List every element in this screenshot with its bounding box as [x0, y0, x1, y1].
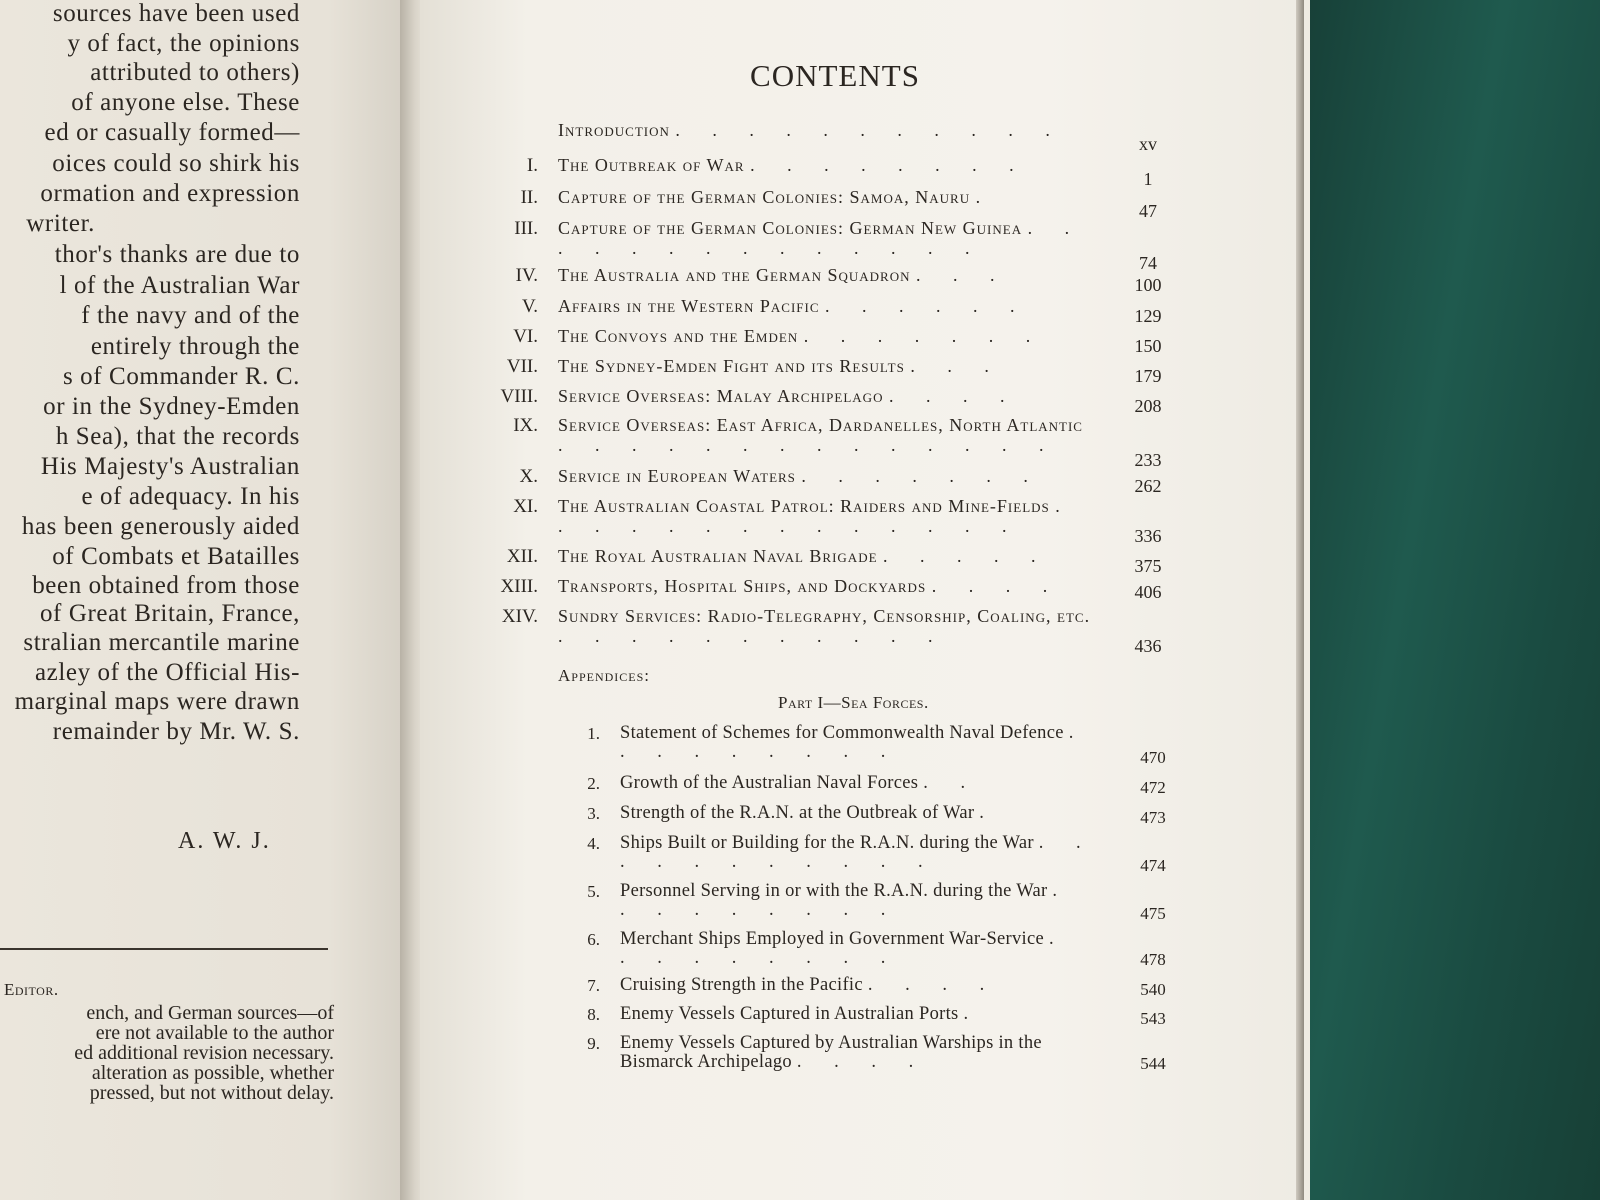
appendix-title: Enemy Vessels Captured in Australian Ports . [620, 1004, 983, 1024]
left-page-line: stralian mercantile marine [23, 629, 300, 656]
appendix-title: Ships Built or Building for the R.A.N. during the War . . . . . . . . . . . [620, 833, 1095, 872]
appendices-heading: Appendices: [558, 666, 651, 685]
appendix-number: 6. [587, 930, 600, 949]
toc-entry-page: 233 [1134, 450, 1162, 470]
appendix-number: 4. [587, 834, 600, 853]
appendix-page: 540 [1140, 980, 1166, 999]
left-page-line: remainder by Mr. W. S. [52, 718, 300, 745]
appendix-page: 474 [1140, 856, 1166, 875]
left-page-line: e of adequacy. In his [81, 483, 300, 510]
appendix-page: 543 [1140, 1009, 1166, 1028]
toc-entry-title: Transports, Hospital Ships, and Dockyards . . . . [558, 576, 1062, 596]
toc-entry-page: 406 [1134, 582, 1162, 602]
editor-note-line: pressed, but not without delay. [89, 1082, 334, 1104]
left-page-line: y of fact, the opinions [67, 30, 300, 57]
toc-entry-number: IV. [515, 265, 538, 286]
left-page-line: writer. [26, 210, 95, 237]
left-page-line: His Majesty's Australian [40, 453, 300, 480]
toc-entry-title: Sundry Services: Radio-Telegraphy, Censorship, Coaling, etc. . . . . . . . . . . . [558, 606, 1091, 646]
left-page-line: oices could so shirk his [52, 150, 300, 177]
toc-entry-page: 150 [1134, 336, 1162, 356]
appendix-title: Statement of Schemes for Commonwealth Naval Defence . . . . . . . . . [620, 723, 1088, 762]
left-page-line: entirely through the [90, 333, 300, 360]
toc-entry-page: 336 [1134, 526, 1162, 546]
toc-entry-page: 47 [1139, 201, 1157, 221]
left-page-line: ed or casually formed— [44, 119, 300, 146]
left-page-line: been obtained from those [32, 572, 300, 599]
toc-entry-page: 129 [1134, 306, 1162, 326]
appendix-number: 5. [587, 882, 600, 901]
left-page-line: marginal maps were drawn [14, 688, 300, 715]
contents-title: CONTENTS [750, 58, 920, 93]
toc-entry-number: III. [514, 218, 538, 239]
left-page-line: h Sea), that the records [55, 423, 300, 450]
toc-entry-number: VII. [506, 356, 538, 377]
left-page-line: l of the Australian War [59, 272, 300, 299]
toc-entry-number: I. [526, 155, 538, 176]
editor-note-line: ench, and German sources—of [86, 1002, 334, 1024]
appendix-number: 8. [587, 1005, 600, 1024]
left-page-line: of Combats et Batailles [52, 543, 300, 570]
toc-entry-title: Service Overseas: East Africa, Dardanelles, North Atlantic . . . . . . . . . . . . . . [558, 415, 1083, 455]
left-page-line: has been generously aided [21, 513, 300, 540]
left-page-line: sources have been used [52, 0, 300, 27]
toc-entry-number: XI. [513, 496, 538, 517]
toc-entry-page: 74 [1139, 253, 1157, 273]
toc-entry-number: V. [521, 296, 538, 317]
toc-entry-page: 1 [1143, 169, 1153, 189]
appendix-page: 472 [1140, 778, 1166, 797]
toc-entry-number: XIII. [500, 576, 538, 597]
toc-entry-page: 100 [1134, 275, 1162, 295]
appendix-page: 473 [1140, 808, 1166, 827]
appendix-number: 7. [587, 976, 600, 995]
author-signature: A. W. J. [178, 828, 271, 854]
toc-entry-title: Affairs in the Western Pacific . . . . . . [558, 296, 1029, 316]
toc-entry-number: VI. [513, 326, 538, 347]
left-page-line: thor's thanks are due to [54, 241, 300, 268]
toc-entry-title: The Sydney-Emden Fight and its Results . . . [558, 356, 1003, 376]
left-page-line: ormation and expression [40, 180, 300, 207]
left-page-line: or in the Sydney-Emden [43, 393, 300, 420]
toc-entry-title: The Australia and the German Squadron . . . [558, 265, 1009, 285]
toc-entry-title: The Royal Australian Naval Brigade . . . . . [558, 546, 1050, 566]
toc-entry-title: Service in European Waters . . . . . . . [558, 466, 1042, 486]
toc-entry-page: 179 [1134, 366, 1162, 386]
toc-entry-number: VIII. [500, 386, 538, 407]
appendix-title: Enemy Vessels Captured by Australian Warships in the Bismarck Archipelago . . . . [620, 1033, 1042, 1072]
toc-entry-title: Introduction . . . . . . . . . . . [558, 120, 1064, 140]
green-cloth-background [1300, 0, 1600, 1200]
appendix-page: 470 [1140, 748, 1166, 767]
toc-entry-number: IX. [513, 415, 538, 436]
editor-note-line: ed additional revision necessary. [74, 1042, 334, 1064]
appendix-title: Merchant Ships Employed in Government War-Service . . . . . . . . . [620, 929, 1068, 968]
left-page-line: of anyone else. These [71, 89, 300, 116]
appendix-title: Personnel Serving in or with the R.A.N. during the War . . . . . . . . . [620, 881, 1072, 920]
appendix-page: 544 [1140, 1054, 1166, 1073]
toc-entry-number: XIV. [501, 606, 538, 627]
toc-entry-number: II. [520, 187, 538, 208]
appendix-page: 475 [1140, 904, 1166, 923]
appendix-title: Strength of the R.A.N. at the Outbreak of War . [620, 803, 998, 823]
appendix-number: 9. [587, 1034, 600, 1053]
footnote-rule [0, 948, 328, 950]
left-page-line: of Great Britain, France, [39, 600, 300, 627]
left-page-line: attributed to others) [90, 59, 300, 86]
toc-entry-title: Service Overseas: Malay Archipelago . . . . [558, 386, 1019, 406]
appendix-title: Cruising Strength in the Pacific . . . . [620, 975, 999, 995]
toc-entry-title: The Outbreak of War . . . . . . . . [558, 155, 1028, 175]
left-page-line: s of Commander R. C. [63, 363, 300, 390]
toc-entry-page: 436 [1134, 636, 1162, 656]
appendix-title: Growth of the Australian Naval Forces . . [620, 773, 980, 793]
toc-entry-title: Capture of the German Colonies: Samoa, Nauru . [558, 187, 995, 207]
page-edge [1296, 0, 1304, 1200]
toc-entry-title: The Australian Coastal Patrol: Raiders and Mine-Fields . . . . . . . . . . . . . . [558, 496, 1074, 536]
toc-entry-title: Capture of the German Colonies: German New Guinea . . . . . . . . . . . . . . [558, 218, 1084, 258]
editor-note-line: ere not available to the author [95, 1022, 334, 1044]
toc-entry-page: 208 [1134, 396, 1162, 416]
left-page [0, 0, 410, 1200]
part-heading: Part I—Sea Forces. [778, 693, 929, 712]
toc-entry-number: X. [519, 466, 538, 487]
appendix-number: 3. [587, 804, 600, 823]
toc-entry-page: 262 [1134, 476, 1162, 496]
toc-entry-title: The Convoys and the Emden . . . . . . . [558, 326, 1045, 346]
appendix-page: 478 [1140, 950, 1166, 969]
editor-label: Editor. [4, 980, 59, 999]
toc-entry-number: XII. [506, 546, 538, 567]
toc-entry-page: 375 [1134, 556, 1162, 576]
editor-note-line: alteration as possible, whether [91, 1062, 334, 1084]
appendix-number: 1. [587, 724, 600, 743]
toc-entry-page: xv [1139, 134, 1157, 154]
appendix-number: 2. [587, 774, 600, 793]
left-page-line: f the navy and of the [81, 302, 300, 329]
left-page-line: azley of the Official His- [34, 659, 300, 686]
